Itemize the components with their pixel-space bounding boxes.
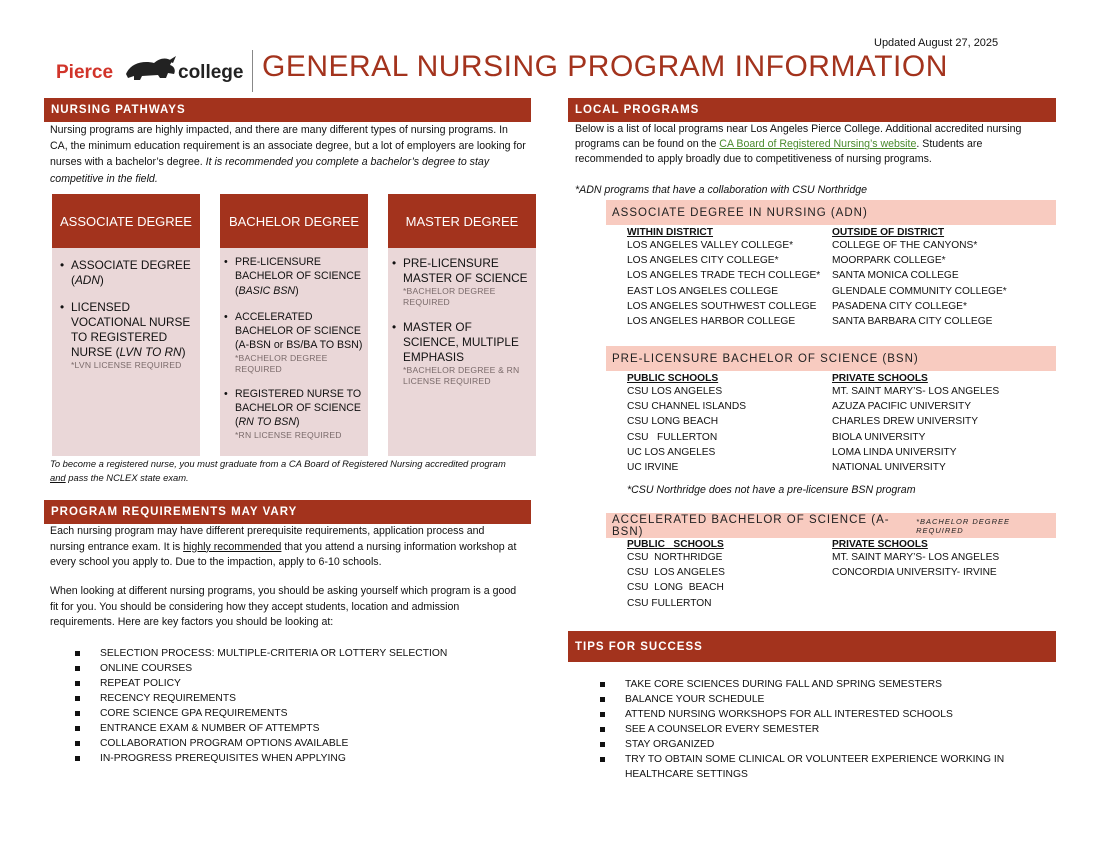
list-item: COLLABORATION PROGRAM OPTIONS AVAILABLE bbox=[75, 736, 525, 751]
list-item: REPEAT POLICY bbox=[75, 676, 525, 691]
list-item: EAST LOS ANGELES COLLEGE bbox=[627, 285, 778, 297]
list-item: LOS ANGELES CITY COLLEGE* bbox=[627, 255, 779, 267]
list-item: SEE A COUNSELOR EVERY SEMESTER bbox=[600, 722, 1030, 737]
list-item: TRY TO OBTAIN SOME CLINICAL OR VOLUNTEER EXPERIENCE WORKING IN HEALTHCARE SETTINGS bbox=[600, 752, 1030, 782]
column-title: PUBLIC SCHOOLS bbox=[627, 539, 724, 550]
degree-item: • PRE-LICENSURE BACHELOR OF SCIENCE (BASIC BSN) bbox=[222, 255, 364, 298]
list-item: LOS ANGELES VALLEY COLLEGE* bbox=[627, 240, 794, 251]
list-item: MT. SAINT MARY’S- LOS ANGELES bbox=[832, 552, 1000, 563]
list-item: LOS ANGELES HARBOR COLLEGE bbox=[627, 316, 796, 328]
absn-header-title: ACCELERATED BACHELOR OF SCIENCE (A-BSN) bbox=[612, 513, 890, 538]
list-item: LOMA LINDA UNIVERSITY bbox=[832, 446, 957, 458]
brahma-bull-icon bbox=[126, 56, 176, 80]
list-item: CSU LONG BEACH bbox=[627, 416, 719, 428]
degree-items bbox=[52, 252, 200, 371]
logo-divider bbox=[252, 50, 253, 92]
list-item: AZUZA PACIFIC UNIVERSITY bbox=[832, 401, 972, 413]
list-item: CONCORDIA UNIVERSITY- IRVINE bbox=[832, 567, 997, 579]
absn-private-schools bbox=[832, 539, 999, 580]
list-item: CORE SCIENCE GPA REQUIREMENTS bbox=[75, 706, 525, 721]
list-item: RECENCY REQUIREMENTS bbox=[75, 691, 525, 706]
adn-collaboration-note: *ADN programs that have a collaboration with CSU Northridge bbox=[575, 184, 868, 196]
degree-title: BACHELOR DEGREE bbox=[220, 194, 368, 248]
column-title: WITHIN DISTRICT bbox=[627, 227, 714, 238]
adn-header: ASSOCIATE DEGREE IN NURSING (ADN) bbox=[606, 200, 1056, 225]
list-item: BALANCE YOUR SCHEDULE bbox=[600, 692, 1030, 707]
list-item: CSU FULLERTON bbox=[627, 597, 712, 609]
degree-item: • ASSOCIATE DEGREE (ADN) bbox=[58, 258, 194, 288]
requirement-note: *LVN LICENSE REQUIRED bbox=[71, 360, 182, 370]
bsn-private-schools bbox=[832, 373, 999, 475]
list-item: MOORPARK COLLEGE* bbox=[832, 255, 946, 267]
degree-item: • ACCELERATED BACHELOR OF SCIENCE (A-BSN or BS/BA TO BSN) *BACHELOR DEGREE REQUIRED bbox=[222, 310, 364, 375]
adn-within-district bbox=[627, 227, 820, 329]
list-item: MT. SAINT MARY’S- LOS ANGELES bbox=[832, 386, 1000, 397]
nursing-pathways-header: NURSING PATHWAYS bbox=[44, 98, 531, 122]
list-item: CHARLES DREW UNIVERSITY bbox=[832, 416, 979, 428]
tips-header: TIPS FOR SUCCESS bbox=[568, 631, 1056, 662]
local-programs-intro: Below is a list of local programs near Los Angeles Pierce College. Additional accredited nursing programs can be found on the CA Board of Registered Nursing’s website. Students are recommended to apply broadly due to competitiveness of nursing programs. bbox=[575, 123, 1022, 166]
column-title: PRIVATE SCHOOLS bbox=[832, 539, 928, 550]
degree-item: • MASTER OF SCIENCE, MULTIPLE EMPHASIS *BACHELOR DEGREE & RN LICENSE REQUIRED bbox=[390, 320, 530, 387]
degree-items bbox=[388, 250, 536, 387]
degree-item: • LICENSED VOCATIONAL NURSE TO REGISTERED NURSE (LVN TO RN) *LVN LICENSE REQUIRED bbox=[58, 300, 194, 371]
list-item: COLLEGE OF THE CANYONS* bbox=[832, 240, 978, 251]
column-title: PUBLIC SCHOOLS bbox=[627, 373, 719, 384]
column-title: OUTSIDE OF DISTRICT bbox=[832, 227, 945, 238]
list-item: UC IRVINE bbox=[627, 462, 679, 474]
list-item: ONLINE COURSES bbox=[75, 661, 525, 676]
list-item: LOS ANGELES TRADE TECH COLLEGE* bbox=[627, 270, 821, 282]
program-requirements-header: PROGRAM REQUIREMENTS MAY VARY bbox=[44, 500, 531, 524]
requirement-note: *BACHELOR DEGREE REQUIRED bbox=[235, 352, 328, 374]
pathways-intro-recommendation: It is recommended you complete a bachelor’s degree to stay competitive in the field. bbox=[50, 156, 490, 185]
logo-text-right: college bbox=[178, 62, 244, 83]
list-item: CSU LOS ANGELES bbox=[627, 386, 723, 397]
bsn-header: PRE-LICENSURE BACHELOR OF SCIENCE (BSN) bbox=[606, 346, 1056, 371]
list-item: IN-PROGRESS PREREQUISITES WHEN APPLYING bbox=[75, 751, 525, 766]
degree-title: MASTER DEGREE bbox=[388, 194, 536, 248]
absn-header-note: *BACHELOR DEGREE REQUIRED bbox=[916, 516, 1011, 535]
degree-items bbox=[220, 251, 368, 441]
requirements-paragraph-1: Each nursing program may have different prerequisite requirements, application process and nursing entrance exam. It is highly recommended that you attend a nursing information workshop at every school you apply to. Due to the impaction, apply to 6-10 schools. bbox=[50, 525, 517, 568]
pierce-college-logo bbox=[56, 54, 246, 88]
requirement-note: *BACHELOR DEGREE REQUIRED bbox=[403, 286, 496, 307]
bsn-note: *CSU Northridge does not have a pre-licensure BSN program bbox=[627, 484, 916, 496]
absn-header bbox=[606, 513, 1056, 538]
requirement-note: *RN LICENSE REQUIRED bbox=[235, 429, 342, 440]
list-item: PASADENA CITY COLLEGE* bbox=[832, 300, 967, 312]
list-item: GLENDALE COMMUNITY COLLEGE* bbox=[832, 285, 1007, 297]
logo-text-left: Pierce bbox=[56, 62, 114, 83]
degree-column-bachelor bbox=[220, 194, 368, 456]
list-item: CSU CHANNEL ISLANDS bbox=[627, 401, 747, 413]
list-item: CSU LONG BEACH bbox=[627, 582, 724, 594]
updated-date: Updated August 27, 2025 bbox=[874, 37, 999, 49]
adn-outside-district bbox=[832, 227, 1007, 329]
list-item: BIOLA UNIVERSITY bbox=[832, 431, 926, 443]
key-factors-list bbox=[75, 646, 525, 766]
degree-title: ASSOCIATE DEGREE bbox=[52, 194, 200, 248]
list-item: ATTEND NURSING WORKSHOPS FOR ALL INTERESTED SCHOOLS bbox=[600, 707, 1030, 722]
rn-footnote: To become a registered nurse, you must graduate from a CA Board of Registered Nursing accredited program and pass the NCLEX state exam. bbox=[50, 458, 506, 483]
list-item: NATIONAL UNIVERSITY bbox=[832, 462, 946, 474]
pathways-intro-text: Nursing programs are highly impacted, and there are many different types of nursing programs. In CA, the minimum education requirement is an associate degree, but a lot of employers are looking for nurses with a bachelor’s degree. bbox=[50, 124, 526, 169]
list-item: UC LOS ANGELES bbox=[627, 446, 716, 458]
requirement-note: *BACHELOR DEGREE & RN LICENSE REQUIRED bbox=[403, 365, 520, 386]
list-item: SANTA BARBARA CITY COLLEGE bbox=[832, 316, 993, 328]
requirements-paragraph-2: When looking at different nursing programs, you should be asking yourself which program is a good fit for you. You should be considering how they accept students, location and admission requirements. Here are key factors you should be looking at: bbox=[50, 585, 517, 628]
pathways-intro bbox=[50, 122, 528, 187]
list-item: CSU LOS ANGELES bbox=[627, 567, 725, 579]
list-item: TAKE CORE SCIENCES DURING FALL AND SPRING SEMESTERS bbox=[600, 677, 1030, 692]
list-item: SELECTION PROCESS: MULTIPLE-CRITERIA OR LOTTERY SELECTION bbox=[75, 646, 525, 661]
column-title: PRIVATE SCHOOLS bbox=[832, 373, 928, 384]
list-item: CSU NORTHRIDGE bbox=[627, 552, 723, 563]
tips-list bbox=[600, 677, 1030, 782]
absn-public-schools bbox=[627, 539, 725, 611]
list-item: STAY ORGANIZED bbox=[600, 737, 1030, 752]
list-item: CSU FULLERTON bbox=[627, 431, 718, 443]
ca-board-link[interactable]: CA Board of Registered Nursing’s website bbox=[719, 138, 917, 151]
list-item: ENTRANCE EXAM & NUMBER OF ATTEMPTS bbox=[75, 721, 525, 736]
degree-item: • REGISTERED NURSE TO BACHELOR OF SCIENCE (RN TO BSN) *RN LICENSE REQUIRED bbox=[222, 387, 364, 441]
list-item: LOS ANGELES SOUTHWEST COLLEGE bbox=[627, 300, 817, 312]
degree-column-associate bbox=[52, 194, 200, 456]
list-item: SANTA MONICA COLLEGE bbox=[832, 270, 959, 282]
degree-column-master bbox=[388, 194, 536, 456]
bsn-public-schools bbox=[627, 373, 746, 475]
local-programs-header: LOCAL PROGRAMS bbox=[568, 98, 1056, 122]
degree-item: • PRE-LICENSURE MASTER OF SCIENCE *BACHELOR DEGREE REQUIRED bbox=[390, 256, 530, 308]
page-title: GENERAL NURSING PROGRAM INFORMATION bbox=[262, 50, 948, 83]
